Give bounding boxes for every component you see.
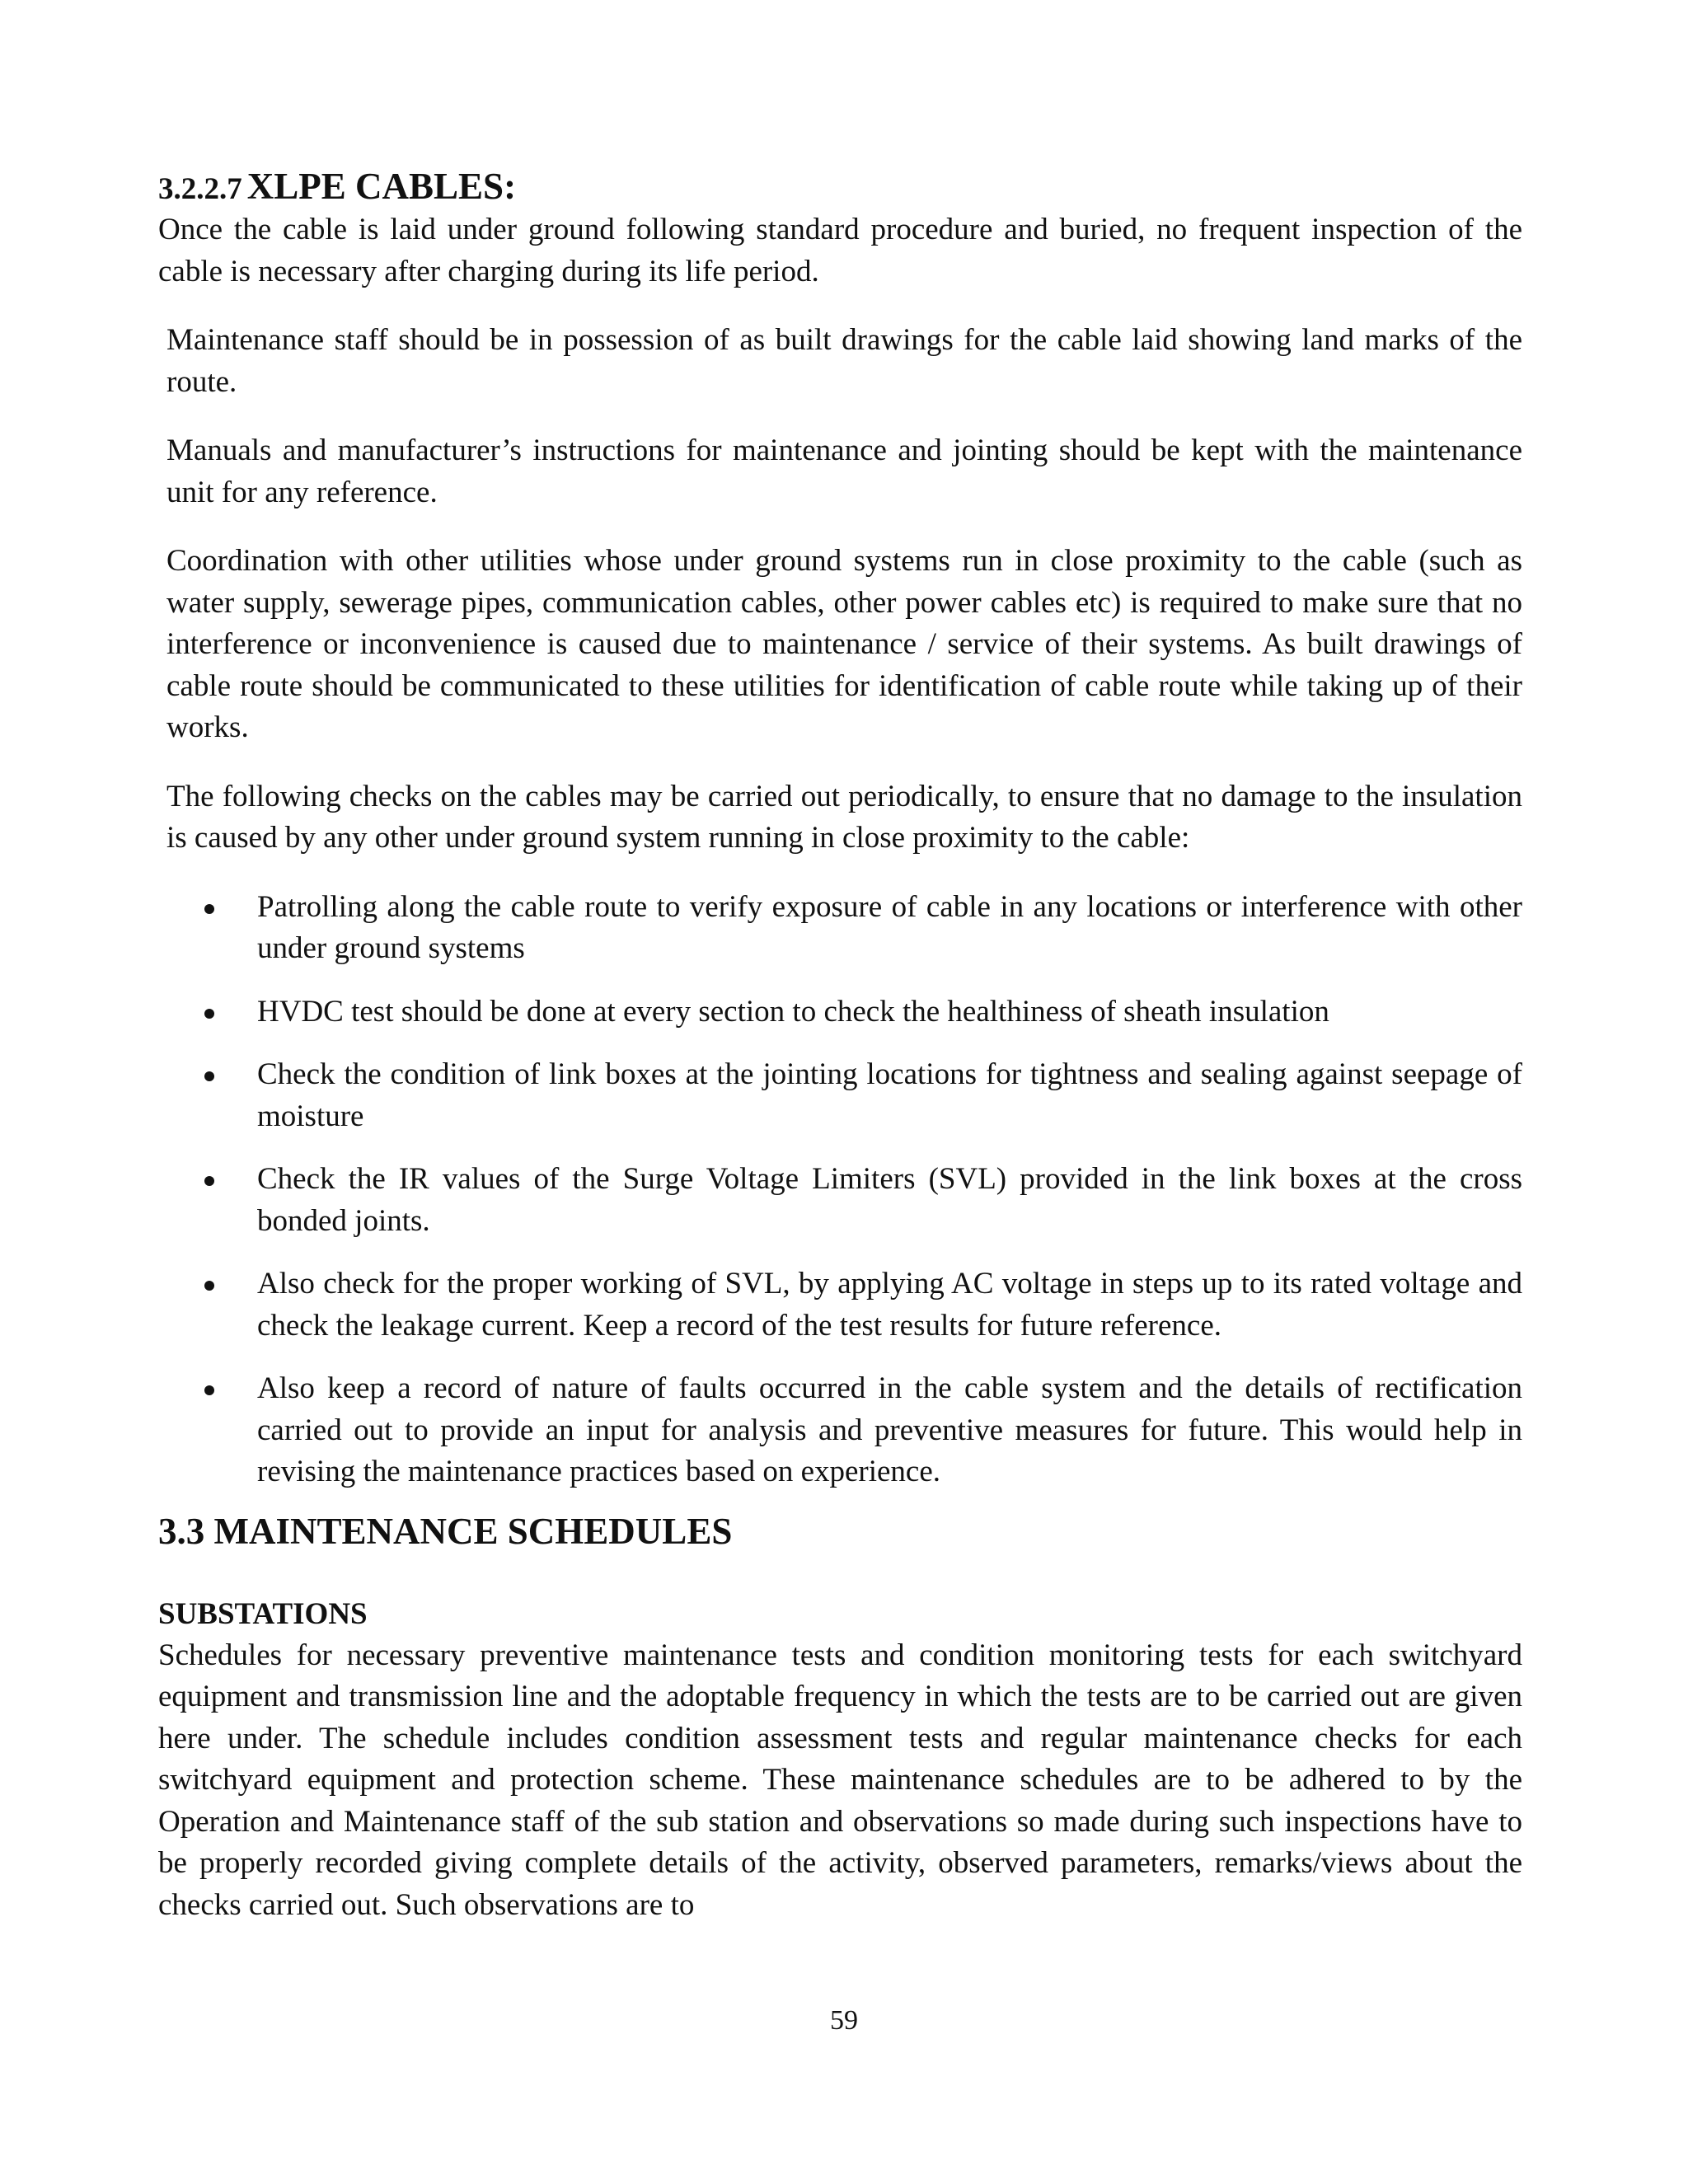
xlpe-paragraph-4: Coordination with other utilities whose under ground systems run in close proximity to the cable (such as water supply, sewerage pipes, communication cables, other power cables etc) is required to make sure that no interference or inconvenience is caused due to maintenance / service of their systems. As built drawings of cable route should be communicated to these utilities for identification of cable route while taking up of their works.: [166, 544, 1522, 744]
list-item-text: Also keep a record of nature of faults occurred in the cable system and the details of rectification carried out to provide an input for analysis and preventive measures for future. This would help in revising the maintenance practices based on experience.: [257, 1371, 1522, 1488]
xlpe-paragraph-3: Manuals and manufacturer’s instructions for maintenance and jointing should be kept with the maintenance unit for any reference.: [166, 434, 1522, 509]
list-item-text: Check the IR values of the Surge Voltage Limiters (SVL) provided in the link boxes at the cross bonded joints.: [257, 1162, 1522, 1238]
list-item: [158, 887, 1522, 970]
list-item-text: Check the condition of link boxes at the jointing locations for tightness and sealing against seepage of moisture: [257, 1057, 1522, 1133]
list-item: [158, 991, 1522, 1033]
xlpe-paragraph-2: Maintenance staff should be in possession of as built drawings for the cable laid showing land marks of the route.: [166, 323, 1522, 399]
list-item: [158, 1263, 1522, 1347]
list-item: [158, 1159, 1522, 1242]
list-item-text: Patrolling along the cable route to verify exposure of cable in any locations or interference with other under ground systems: [257, 889, 1522, 965]
bullet-icon: [204, 1281, 214, 1291]
xlpe-section-number: 3.2.2.7: [158, 172, 242, 206]
substations-subheading: SUBSTATIONS: [158, 1596, 368, 1631]
checks-list: [158, 887, 1522, 1493]
list-item-text: Also check for the proper working of SVL, by applying AC voltage in steps up to its rated voltage and check the leakage current. Keep a record of the test results for future reference.: [257, 1267, 1522, 1343]
xlpe-paragraph-5: The following checks on the cables may be carried out periodically, to ensure that no damage to the insulation is caused by any other under ground system running in close proximity to the cable:: [166, 779, 1522, 855]
bullet-icon: [204, 1176, 214, 1186]
page-content: [158, 163, 1522, 1926]
xlpe-paragraph-1: Once the cable is laid under ground following standard procedure and buried, no frequent inspection of the cable is necessary after charging during its life period.: [158, 213, 1522, 288]
bullet-icon: [204, 1385, 214, 1395]
xlpe-section-heading: [158, 163, 1522, 209]
page-number: 59: [830, 2005, 858, 2036]
bullet-icon: [204, 1009, 214, 1019]
bullet-icon: [204, 1071, 214, 1081]
xlpe-section-title: XLPE CABLES:: [246, 166, 517, 207]
list-item: [158, 1368, 1522, 1493]
bullet-icon: [204, 904, 214, 914]
schedules-paragraph: Schedules for necessary preventive maintenance tests and condition monitoring tests for each switchyard equipment and transmission line and the adoptable frequency in which the tests are to be carried out are given here under. The schedule includes condition assessment tests and regular maintenance checks for each switchyard equipment and protection scheme. These maintenance schedules are to be adhered to by the Operation and Maintenance staff of the sub station and observations so made during such inspections have to be properly recorded giving complete details of the activity, observed parameters, remarks/views about the checks carried out. Such observations are to: [158, 1638, 1522, 1922]
list-item-text: HVDC test should be done at every section to check the healthiness of sheath insulation: [257, 994, 1329, 1029]
list-item: [158, 1054, 1522, 1137]
schedules-section-heading: 3.3 MAINTENANCE SCHEDULES: [158, 1510, 733, 1552]
